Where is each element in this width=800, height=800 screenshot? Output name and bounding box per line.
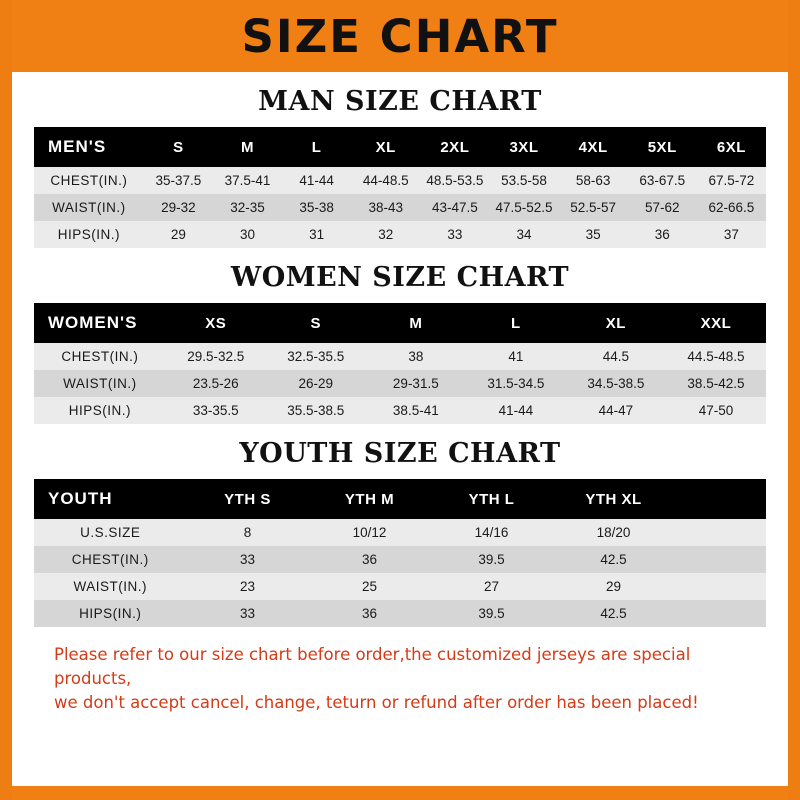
cell: 58-63 — [559, 167, 628, 194]
cell: 35 — [559, 221, 628, 248]
cell: 44-47 — [566, 397, 666, 424]
cell: 42.5 — [553, 600, 675, 627]
row-label: WAIST(IN.) — [34, 370, 166, 397]
women-col-header: XS — [166, 303, 266, 343]
cell: 33 — [420, 221, 489, 248]
cell: 32 — [351, 221, 420, 248]
order-policy-note — [54, 643, 746, 715]
cell: 25 — [309, 573, 431, 600]
section-title-men: MAN SIZE CHART — [258, 86, 542, 117]
cell: 38.5-41 — [366, 397, 466, 424]
men-size-table — [34, 127, 766, 248]
youth-col-header: YTH M — [309, 479, 431, 519]
men-row-label-header: MEN'S — [34, 127, 144, 167]
women-row-label-header: WOMEN'S — [34, 303, 166, 343]
cell: 48.5-53.5 — [420, 167, 489, 194]
note-line-2: we don't accept cancel, change, teturn or refund after order has been placed! — [54, 692, 699, 712]
section-title-youth: YOUTH SIZE CHART — [239, 438, 561, 469]
cell: 36 — [628, 221, 697, 248]
cell-empty — [675, 519, 767, 546]
cell: 30 — [213, 221, 282, 248]
cell: 23 — [187, 573, 309, 600]
cell: 67.5-72 — [697, 167, 766, 194]
cell: 31.5-34.5 — [466, 370, 566, 397]
cell: 27 — [431, 573, 553, 600]
men-col-header: S — [144, 127, 213, 167]
cell-empty — [675, 573, 767, 600]
men-col-header: 2XL — [420, 127, 489, 167]
table-row — [34, 546, 766, 573]
cell: 33 — [187, 546, 309, 573]
cell: 41 — [466, 343, 566, 370]
table-row — [34, 600, 766, 627]
cell: 35-37.5 — [144, 167, 213, 194]
cell: 29-31.5 — [366, 370, 466, 397]
table-row — [34, 519, 766, 546]
table-row — [34, 221, 766, 248]
men-col-header: XL — [351, 127, 420, 167]
youth-col-header: YTH L — [431, 479, 553, 519]
row-label: CHEST(IN.) — [34, 167, 144, 194]
cell: 44.5-48.5 — [666, 343, 766, 370]
cell: 32.5-35.5 — [266, 343, 366, 370]
cell: 34 — [489, 221, 558, 248]
cell: 31 — [282, 221, 351, 248]
cell: 14/16 — [431, 519, 553, 546]
table-row — [34, 397, 766, 424]
women-col-header: M — [366, 303, 466, 343]
women-col-header: S — [266, 303, 366, 343]
cell: 29-32 — [144, 194, 213, 221]
cell: 33 — [187, 600, 309, 627]
cell: 39.5 — [431, 600, 553, 627]
row-label: U.S.SIZE — [34, 519, 187, 546]
table-header-row — [34, 479, 766, 519]
cell: 41-44 — [466, 397, 566, 424]
cell: 39.5 — [431, 546, 553, 573]
table-row — [34, 167, 766, 194]
cell: 53.5-58 — [489, 167, 558, 194]
row-label: WAIST(IN.) — [34, 573, 187, 600]
row-label: WAIST(IN.) — [34, 194, 144, 221]
youth-size-table — [34, 479, 766, 627]
cell: 37 — [697, 221, 766, 248]
cell: 33-35.5 — [166, 397, 266, 424]
row-label: HIPS(IN.) — [34, 397, 166, 424]
cell: 32-35 — [213, 194, 282, 221]
table-header-row — [34, 303, 766, 343]
men-col-header: 5XL — [628, 127, 697, 167]
women-col-header: XL — [566, 303, 666, 343]
cell: 34.5-38.5 — [566, 370, 666, 397]
cell: 44-48.5 — [351, 167, 420, 194]
cell: 29.5-32.5 — [166, 343, 266, 370]
cell: 52.5-57 — [559, 194, 628, 221]
table-row — [34, 573, 766, 600]
cell: 38-43 — [351, 194, 420, 221]
women-col-header: L — [466, 303, 566, 343]
cell: 38.5-42.5 — [666, 370, 766, 397]
cell: 57-62 — [628, 194, 697, 221]
cell: 18/20 — [553, 519, 675, 546]
cell: 43-47.5 — [420, 194, 489, 221]
cell: 47.5-52.5 — [489, 194, 558, 221]
men-col-header: 3XL — [489, 127, 558, 167]
cell: 47-50 — [666, 397, 766, 424]
cell: 36 — [309, 546, 431, 573]
row-label: CHEST(IN.) — [34, 343, 166, 370]
cell: 23.5-26 — [166, 370, 266, 397]
cell: 29 — [553, 573, 675, 600]
row-label: CHEST(IN.) — [34, 546, 187, 573]
women-col-header: XXL — [666, 303, 766, 343]
cell: 38 — [366, 343, 466, 370]
content-area — [12, 86, 788, 715]
table-row — [34, 343, 766, 370]
youth-col-header: YTH S — [187, 479, 309, 519]
men-col-header: M — [213, 127, 282, 167]
cell: 41-44 — [282, 167, 351, 194]
cell: 63-67.5 — [628, 167, 697, 194]
cell: 42.5 — [553, 546, 675, 573]
men-col-header: L — [282, 127, 351, 167]
page-title: SIZE CHART — [241, 9, 559, 63]
row-label: HIPS(IN.) — [34, 221, 144, 248]
cell-empty — [675, 600, 767, 627]
row-label: HIPS(IN.) — [34, 600, 187, 627]
youth-col-header: YTH XL — [553, 479, 675, 519]
section-title-women: WOMEN SIZE CHART — [230, 262, 570, 293]
cell: 29 — [144, 221, 213, 248]
youth-row-label-header: YOUTH — [34, 479, 187, 519]
cell: 10/12 — [309, 519, 431, 546]
note-line-1: Please refer to our size chart before order,the customized jerseys are special products, — [54, 645, 691, 688]
cell: 36 — [309, 600, 431, 627]
footer-strip — [12, 786, 800, 800]
cell: 44.5 — [566, 343, 666, 370]
cell: 62-66.5 — [697, 194, 766, 221]
cell: 8 — [187, 519, 309, 546]
men-col-header: 6XL — [697, 127, 766, 167]
header-bar — [0, 0, 800, 72]
men-col-header: 4XL — [559, 127, 628, 167]
cell: 26-29 — [266, 370, 366, 397]
table-row — [34, 194, 766, 221]
cell: 37.5-41 — [213, 167, 282, 194]
cell-empty — [675, 546, 767, 573]
table-header-row — [34, 127, 766, 167]
table-row — [34, 370, 766, 397]
youth-col-header-empty — [675, 479, 767, 519]
women-size-table — [34, 303, 766, 424]
cell: 35.5-38.5 — [266, 397, 366, 424]
cell: 35-38 — [282, 194, 351, 221]
